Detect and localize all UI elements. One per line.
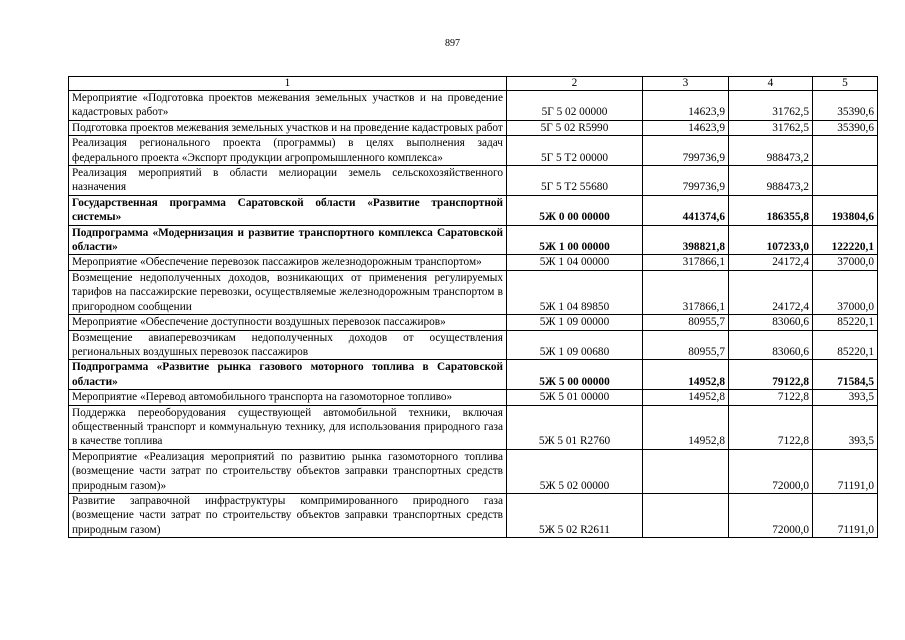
row-name-cell: Подготовка проектов межевания земельных участков и на проведение кадастровых работ [69, 120, 507, 135]
row-value-col3-cell [643, 493, 729, 537]
row-value-col4-cell: 83060,6 [729, 330, 813, 360]
row-name-cell: Мероприятие «Подготовка проектов межевания земельных участков и на проведение кадастровых работ» [69, 91, 507, 121]
row-value-col3-cell: 14952,8 [643, 390, 729, 405]
row-name-cell: Реализация регионального проекта (программы) в целях выполнения задач федерального проекта «Экспорт продукции агропромышленного комплекса» [69, 136, 507, 166]
row-value-col5-cell: 35390,6 [813, 120, 878, 135]
row-code-cell: 5Ж 5 01 R2760 [507, 405, 643, 449]
row-value-col4-cell: 31762,5 [729, 91, 813, 121]
row-value-col3-cell: 317866,1 [643, 255, 729, 270]
table-header-row [69, 77, 878, 91]
row-value-col3-cell: 80955,7 [643, 330, 729, 360]
row-name-cell: Развитие заправочной инфраструктуры компримированного природного газа (возмещение части затрат по строительству объектов заправки транспортных средств природным газом) [69, 493, 507, 537]
table-row [69, 315, 878, 330]
table-row [69, 255, 878, 270]
table-row [69, 449, 878, 493]
table-body [69, 91, 878, 538]
row-value-col5-cell: 393,5 [813, 405, 878, 449]
row-value-col4-cell: 7122,8 [729, 390, 813, 405]
row-code-cell: 5Г 5 Т2 00000 [507, 136, 643, 166]
column-header-3: 3 [643, 77, 729, 91]
row-value-col4-cell: 7122,8 [729, 405, 813, 449]
row-value-col3-cell: 799736,9 [643, 136, 729, 166]
row-value-col4-cell: 107233,0 [729, 225, 813, 255]
row-code-cell: 5Г 5 02 00000 [507, 91, 643, 121]
row-value-col4-cell: 72000,0 [729, 449, 813, 493]
table-row [69, 166, 878, 196]
row-code-cell: 5Ж 5 00 00000 [507, 360, 643, 390]
row-code-cell: 5Ж 5 02 R2611 [507, 493, 643, 537]
row-name-cell: Возмещение недополученных доходов, возникающих от применения регулируемых тарифов на пассажирские перевозки, осуществляемые железнодорожным транспортом в пригородном сообщении [69, 270, 507, 314]
row-value-col4-cell: 988473,2 [729, 136, 813, 166]
row-name-cell: Мероприятие «Обеспечение доступности воздушных перевозок пассажиров» [69, 315, 507, 330]
row-value-col5-cell: 37000,0 [813, 255, 878, 270]
row-value-col5-cell [813, 166, 878, 196]
row-value-col3-cell: 14623,9 [643, 120, 729, 135]
row-value-col3-cell [643, 449, 729, 493]
row-name-cell: Реализация мероприятий в области мелиорации земель сельскохозяйственного назначения [69, 166, 507, 196]
table-row [69, 493, 878, 537]
row-code-cell: 5Ж 5 02 00000 [507, 449, 643, 493]
row-code-cell: 5Г 5 02 R5990 [507, 120, 643, 135]
row-value-col3-cell: 80955,7 [643, 315, 729, 330]
table-row [69, 136, 878, 166]
page-number: 897 [445, 38, 460, 49]
column-header-1: 1 [69, 77, 507, 91]
table-row [69, 91, 878, 121]
row-value-col4-cell: 31762,5 [729, 120, 813, 135]
table-row [69, 195, 878, 225]
table-row [69, 405, 878, 449]
row-name-cell: Мероприятие «Обеспечение перевозок пассажиров железнодорожным транспортом» [69, 255, 507, 270]
row-name-cell: Поддержка переоборудования существующей автомобильной техники, включая общественный транспорт и коммунальную технику, для использования природного газа в качестве топлива [69, 405, 507, 449]
column-header-4: 4 [729, 77, 813, 91]
row-value-col3-cell: 14952,8 [643, 360, 729, 390]
row-code-cell: 5Ж 1 09 00680 [507, 330, 643, 360]
row-name-cell: Государственная программа Саратовской области «Развитие транспортной системы» [69, 195, 507, 225]
row-code-cell: 5Ж 1 00 00000 [507, 225, 643, 255]
row-value-col3-cell: 14952,8 [643, 405, 729, 449]
row-name-cell: Подпрограмма «Модернизация и развитие транспортного комплекса Саратовской области» [69, 225, 507, 255]
row-value-col4-cell: 83060,6 [729, 315, 813, 330]
row-value-col3-cell: 441374,6 [643, 195, 729, 225]
table-row [69, 360, 878, 390]
row-name-cell: Возмещение авиаперевозчикам недополученных доходов от осуществления региональных воздушных перевозок пассажиров [69, 330, 507, 360]
row-value-col3-cell: 14623,9 [643, 91, 729, 121]
table-row [69, 225, 878, 255]
row-value-col5-cell: 37000,0 [813, 270, 878, 314]
row-value-col4-cell: 186355,8 [729, 195, 813, 225]
table-row [69, 270, 878, 314]
row-value-col5-cell: 35390,6 [813, 91, 878, 121]
row-code-cell: 5Ж 5 01 00000 [507, 390, 643, 405]
row-code-cell: 5Ж 0 00 00000 [507, 195, 643, 225]
budget-table [68, 76, 878, 538]
row-value-col3-cell: 317866,1 [643, 270, 729, 314]
row-code-cell: 5Ж 1 09 00000 [507, 315, 643, 330]
row-value-col5-cell: 193804,6 [813, 195, 878, 225]
row-value-col4-cell: 24172,4 [729, 255, 813, 270]
row-code-cell: 5Ж 1 04 89850 [507, 270, 643, 314]
row-value-col5-cell: 122220,1 [813, 225, 878, 255]
row-value-col5-cell: 85220,1 [813, 315, 878, 330]
row-value-col3-cell: 799736,9 [643, 166, 729, 196]
row-value-col4-cell: 72000,0 [729, 493, 813, 537]
row-value-col5-cell: 71191,0 [813, 493, 878, 537]
row-code-cell: 5Ж 1 04 00000 [507, 255, 643, 270]
column-header-5: 5 [813, 77, 878, 91]
row-name-cell: Подпрограмма «Развитие рынка газового моторного топлива в Саратовской области» [69, 360, 507, 390]
table-row [69, 330, 878, 360]
row-name-cell: Мероприятие «Реализация мероприятий по развитию рынка газомоторного топлива (возмещение части затрат по строительству объектов заправки транспортных средств природным газом)» [69, 449, 507, 493]
row-value-col5-cell: 85220,1 [813, 330, 878, 360]
column-header-2: 2 [507, 77, 643, 91]
table-row [69, 390, 878, 405]
row-code-cell: 5Г 5 Т2 55680 [507, 166, 643, 196]
table-row [69, 120, 878, 135]
row-value-col4-cell: 988473,2 [729, 166, 813, 196]
row-value-col5-cell: 393,5 [813, 390, 878, 405]
row-name-cell: Мероприятие «Перевод автомобильного транспорта на газомоторное топливо» [69, 390, 507, 405]
row-value-col4-cell: 79122,8 [729, 360, 813, 390]
row-value-col5-cell: 71191,0 [813, 449, 878, 493]
row-value-col4-cell: 24172,4 [729, 270, 813, 314]
row-value-col3-cell: 398821,8 [643, 225, 729, 255]
row-value-col5-cell [813, 136, 878, 166]
row-value-col5-cell: 71584,5 [813, 360, 878, 390]
